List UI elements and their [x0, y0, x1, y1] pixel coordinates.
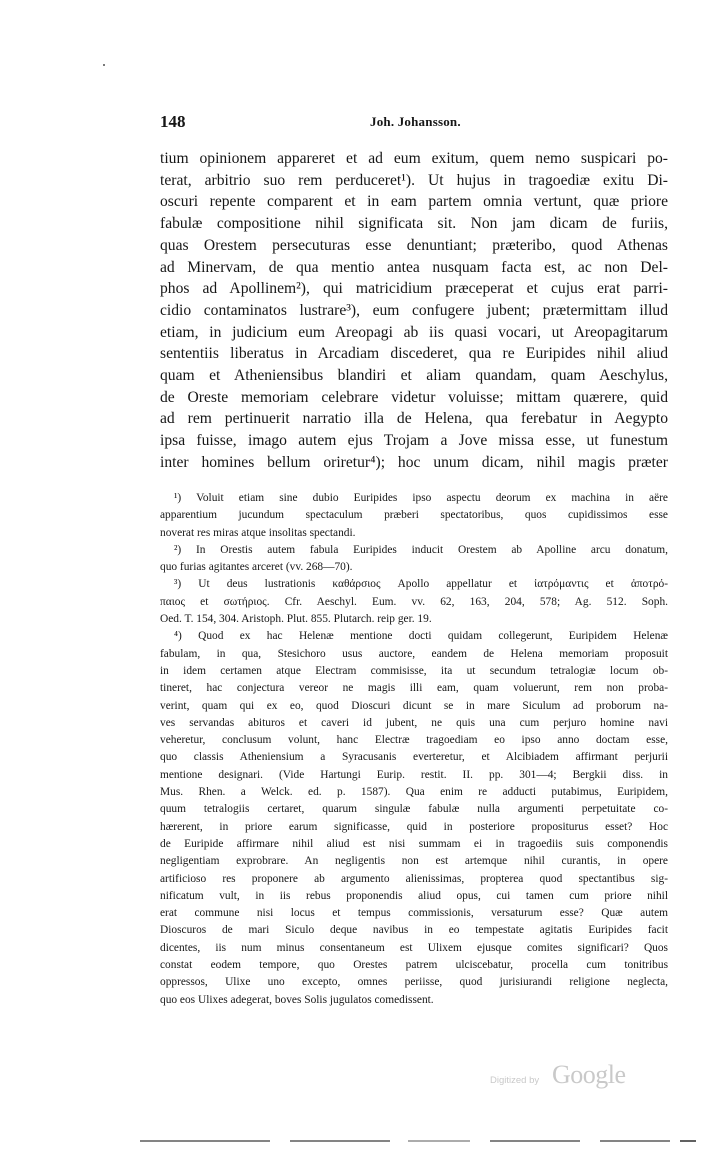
body-line: inter homines bellum oriretur⁴); hoc unum dicam, nihil magis præter	[160, 453, 668, 471]
footnote-line: dicentes, iis num minus consentaneum est Ulixem ejusque comites significari? Quos	[160, 941, 668, 954]
body-text	[160, 148, 668, 474]
footnote-line: noverat res miras atque insolitas spectandi.	[160, 526, 356, 539]
footnote-line: negligentiam exprobrare. An negligentis non est artemque nihil curantis, in opere	[160, 855, 668, 868]
footnote-line: verint, quam qui ex eo, quod Dioscuri dicunt se in mare Siculum ad proborum na-	[160, 699, 668, 712]
page-edge-rule	[140, 1138, 700, 1144]
footnote-line: Dioscuros de mari Siculo deque navibus in eo tempestate agitatis Euripides facit	[160, 924, 668, 937]
footnote-line: mentione designari. (Vide Hartungi Eurip. restit. II. pp. 301—4; Bergkii diss. in	[160, 768, 668, 781]
footnote-line: hærerent, in priore earum significasse, quid in posteriore propositurus esset? Hoc	[160, 820, 668, 833]
body-line: ipsa fuisse, imago autem ejus Trojam a Jove missa esse, ut funestum	[160, 432, 668, 450]
footnote-line: quo eos Ulixes adegerat, boves Solis jugulatos comedissent.	[160, 993, 434, 1006]
footnote-line: ves servandas abituros et caveri id jubent, ne quis una cum perjuro homine navi	[160, 716, 668, 729]
footnote-line: artificioso res proponere ab argumento alienissimas, propterea quod spectantibus sig-	[160, 872, 668, 885]
footnote-line: quum tetralogiis certaret, quarum singulæ fabulæ nulla argumenti perpetuitate co-	[160, 803, 668, 816]
footnote-line: erat commune nisi locus et tempus commissionis, versaturum esse? Quæ autem	[160, 907, 668, 920]
footnote-line: in idem certamen atque Electram commisisse, ita ut secundum tetralogiæ locum ob-	[160, 664, 668, 677]
footnote-line: παιος et σωτήριος. Cfr. Aeschyl. Eum. vv. 62, 163, 204, 578; Ag. 512. Soph.	[160, 595, 668, 608]
watermark-prefix: Digitized by	[490, 1075, 540, 1086]
scan-speck	[103, 64, 105, 66]
footnote-line: oppressos, Ulixe uno excepto, omnes periisse, quod jurisiurandi religione neglecta,	[160, 976, 668, 989]
footnote-line: de Euripide affirmare nihil aliud est nisi summam ei in tragoediis suis componendis	[160, 837, 668, 850]
watermark-brand: Google	[552, 1060, 626, 1089]
footnote-line: ⁴) Quod ex hac Helenæ mentione docti quidam collegerunt, Euripidem Helenæ	[174, 630, 668, 643]
body-line: cidio contaminatos lustrare³), eum confugere jubent; prætermittam illud	[160, 301, 668, 319]
body-line: quas Orestem persecuturas esse denuntiant; præteribo, quod Athenas	[160, 236, 668, 254]
body-line: de Oreste memoriam celebrare videtur voluisse; mittam quærere, quid	[160, 388, 668, 406]
footnote-line: nificatum vult, in iis rebus proponendis aliud opus, cui tamen cum priore nihil	[160, 889, 668, 902]
footnote-line: Mus. Rhen. a Welck. ed. p. 1587). Qua enim re adducti putabimus, Euripidem,	[160, 786, 668, 799]
body-line: oscuri repente comparent et in eam partem omnia vertunt, quæ priore	[160, 193, 668, 211]
footnote-line: ³) Ut deus lustrationis καθάρσιος Apollo appellatur et ἰατρόμαντις et ἀποτρό-	[174, 578, 668, 591]
footnote-line: veheretur, conclusum volunt, hanc Electræ tragoediam eo ipso anno doctam esse,	[160, 734, 668, 747]
page-header	[160, 112, 568, 134]
footnote-line: quo classis Atheniensium a Syracusanis everteretur, et Alcibiadem affirmant perjurii	[160, 751, 668, 764]
footnote-line: Oed. T. 154, 304. Aristoph. Plut. 855. Plutarch. reip ger. 19.	[160, 613, 432, 626]
footnote-line: quo furias agitantes arceret (vv. 268—70).	[160, 561, 353, 574]
body-line: sententiis liberatus in Arcadiam discederet, qua re Euripides nihil aliud	[160, 345, 668, 363]
footnote-line: constat eodem tempore, quo Orestes patrem ulciscebatur, procella cum tonitribus	[160, 959, 668, 972]
footnote-line: fabulam, in qua, Stesichoro usus auctore, eandem de Helena memoriam proposuit	[160, 647, 668, 660]
body-line: quam et Atheniensibus blandiri et aliam quandam, quam Aeschylus,	[160, 367, 668, 385]
footnotes	[160, 490, 668, 1009]
body-line: ad rem pertinuerit narratio illa de Helena, qua ferebatur in Aegypto	[160, 410, 668, 428]
body-line: fabulæ compositione nihil significata sit. Non jam dicam de furiis,	[160, 215, 668, 233]
footnote-line: ¹) Voluit etiam sine dubio Euripides ipso aspectu deorum ex machina in aëre	[174, 492, 668, 504]
footnote-line: ²) In Orestis autem fabula Euripides inducit Orestem ab Apolline arcu donatum,	[174, 543, 668, 556]
body-line: phos ad Apollinem²), qui matricidium præceperat et cujus erat parri-	[160, 280, 668, 298]
footnote-line: apparentium jucundum spectaculum præberi spectatoribus, quos cupidissimos esse	[160, 509, 668, 522]
footnote-line: tineret, hac conjectura vereor ne magis illi eam, quam voluerunt, rem non proba-	[160, 682, 668, 695]
body-line: tium opinionem appareret et ad eum exitum, quem nemo suspicari po-	[160, 150, 668, 167]
body-line: ad Minervam, de qua mentio antea nusquam facta est, ac non Del-	[160, 258, 668, 276]
digitization-watermark	[490, 1060, 650, 1100]
page-number: 148	[160, 112, 186, 131]
running-title: Joh. Johansson.	[370, 114, 461, 129]
body-line: etiam, in judicium eum Areopagi ab iis quasi vocari, ut Areopagitarum	[160, 323, 668, 341]
body-line: terat, arbitrio suo rem perduceret¹). Ut hujus in tragoediæ exitu Di-	[160, 171, 668, 189]
